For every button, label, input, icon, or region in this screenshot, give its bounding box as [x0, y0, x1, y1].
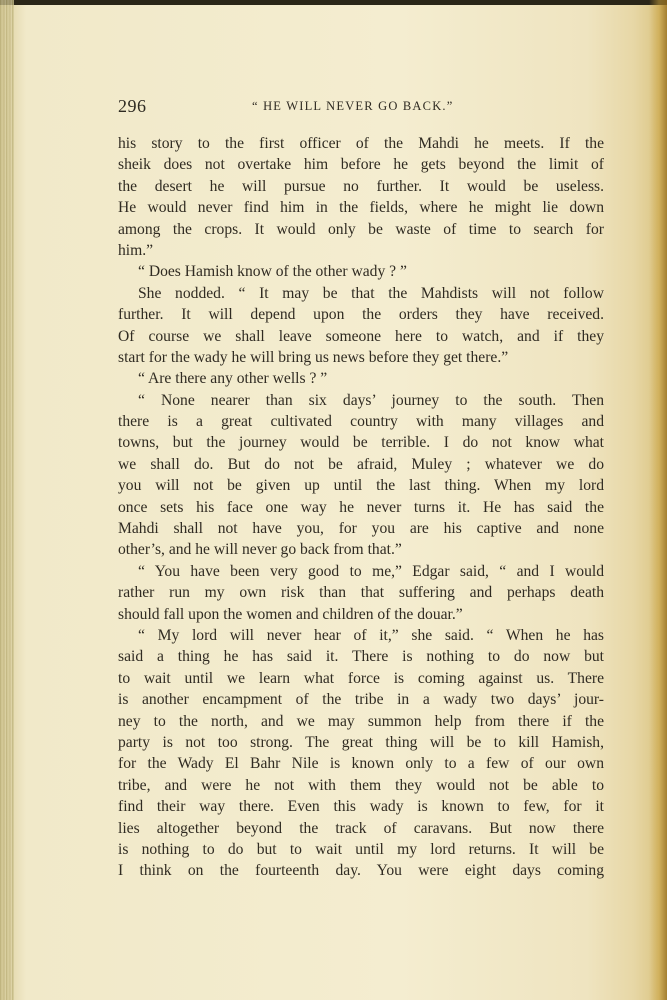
text-line: should fall upon the women and children of the douar.” — [118, 605, 463, 623]
text-line: towns, but the journey would be terrible. I do not know what — [118, 434, 604, 452]
text-line: we shall do. But do not be afraid, Muley ; whatever we do — [118, 455, 604, 473]
text-line: further. It will depend upon the orders they have received. — [118, 306, 604, 324]
text-line: Mahdi shall not have you, for you are his captive and none — [118, 520, 604, 538]
text-line: find their way there. Even this wady is known to few, for it — [118, 798, 604, 816]
binding-gutter — [0, 0, 14, 1000]
text-line: the desert he will pursue no further. It would be useless. — [118, 177, 604, 195]
text-line: “ My lord will never hear of it,” she said. “ When he has — [138, 626, 604, 644]
text-line: “ You have been very good to me,” Edgar said, “ and I would — [138, 562, 604, 580]
text-line: rather run my own risk than that suffering and perhaps death — [118, 584, 604, 602]
text-line: start for the wady he will bring us news before they get there.” — [118, 348, 509, 366]
text-line: “ Does Hamish know of the other wady ? ” — [138, 263, 407, 281]
text-line: lies altogether beyond the track of caravans. But now there — [118, 819, 604, 837]
text-line: among the crops. It would only be waste of time to search for — [118, 220, 604, 238]
page-number: 296 — [118, 96, 147, 116]
page-right-edge — [649, 0, 667, 1000]
text-line: “ None nearer than six days’ journey to the south. Then — [138, 391, 604, 409]
text-line: “ Are there any other wells ? ” — [138, 370, 328, 388]
text-line: She nodded. “ It may be that the Mahdists will not follow — [138, 284, 604, 302]
text-line: his story to the first officer of the Mahdi he meets. If the — [118, 135, 604, 152]
text-line: is another encampment of the tribe in a wady two days’ jour- — [118, 691, 604, 709]
page-top-edge — [0, 0, 667, 5]
text-line: for the Wady El Bahr Nile is known only to a few of our own — [118, 755, 604, 773]
text-line: sheik does not overtake him before he gets beyond the limit of — [118, 156, 604, 174]
text-line: tribe, and were he not with them they would not be able to — [118, 776, 604, 794]
text-line: said a thing he has said it. There is nothing to do now but — [118, 648, 604, 666]
text-line: him.” — [118, 241, 154, 259]
text-line: ney to the north, and we may summon help from there if the — [118, 712, 604, 730]
text-line: is nothing to do but to wait until my lord returns. It will be — [118, 840, 604, 858]
text-line: party is not too strong. The great thing will be to kill Hamish, — [118, 733, 604, 751]
running-head — [118, 96, 604, 120]
text-line: once sets his face one way he never turns it. He has said the — [118, 498, 604, 516]
text-line: other’s, and he will never go back from that.” — [118, 541, 402, 559]
text-line: Of course we shall leave someone here to watch, and if they — [118, 327, 604, 345]
text-line: there is a great cultivated country with many villages and — [118, 413, 604, 431]
text-line: to wait until we learn what force is coming against us. There — [118, 669, 604, 687]
running-title: “ HE WILL NEVER GO BACK.” — [252, 99, 454, 113]
text-line: He would never find him in the fields, where he might lie down — [118, 199, 604, 217]
text-line: I think on the fourteenth day. You were eight days coming — [118, 862, 604, 880]
body-text — [118, 133, 604, 882]
text-line: you will not be given up until the last thing. When my lord — [118, 477, 604, 495]
